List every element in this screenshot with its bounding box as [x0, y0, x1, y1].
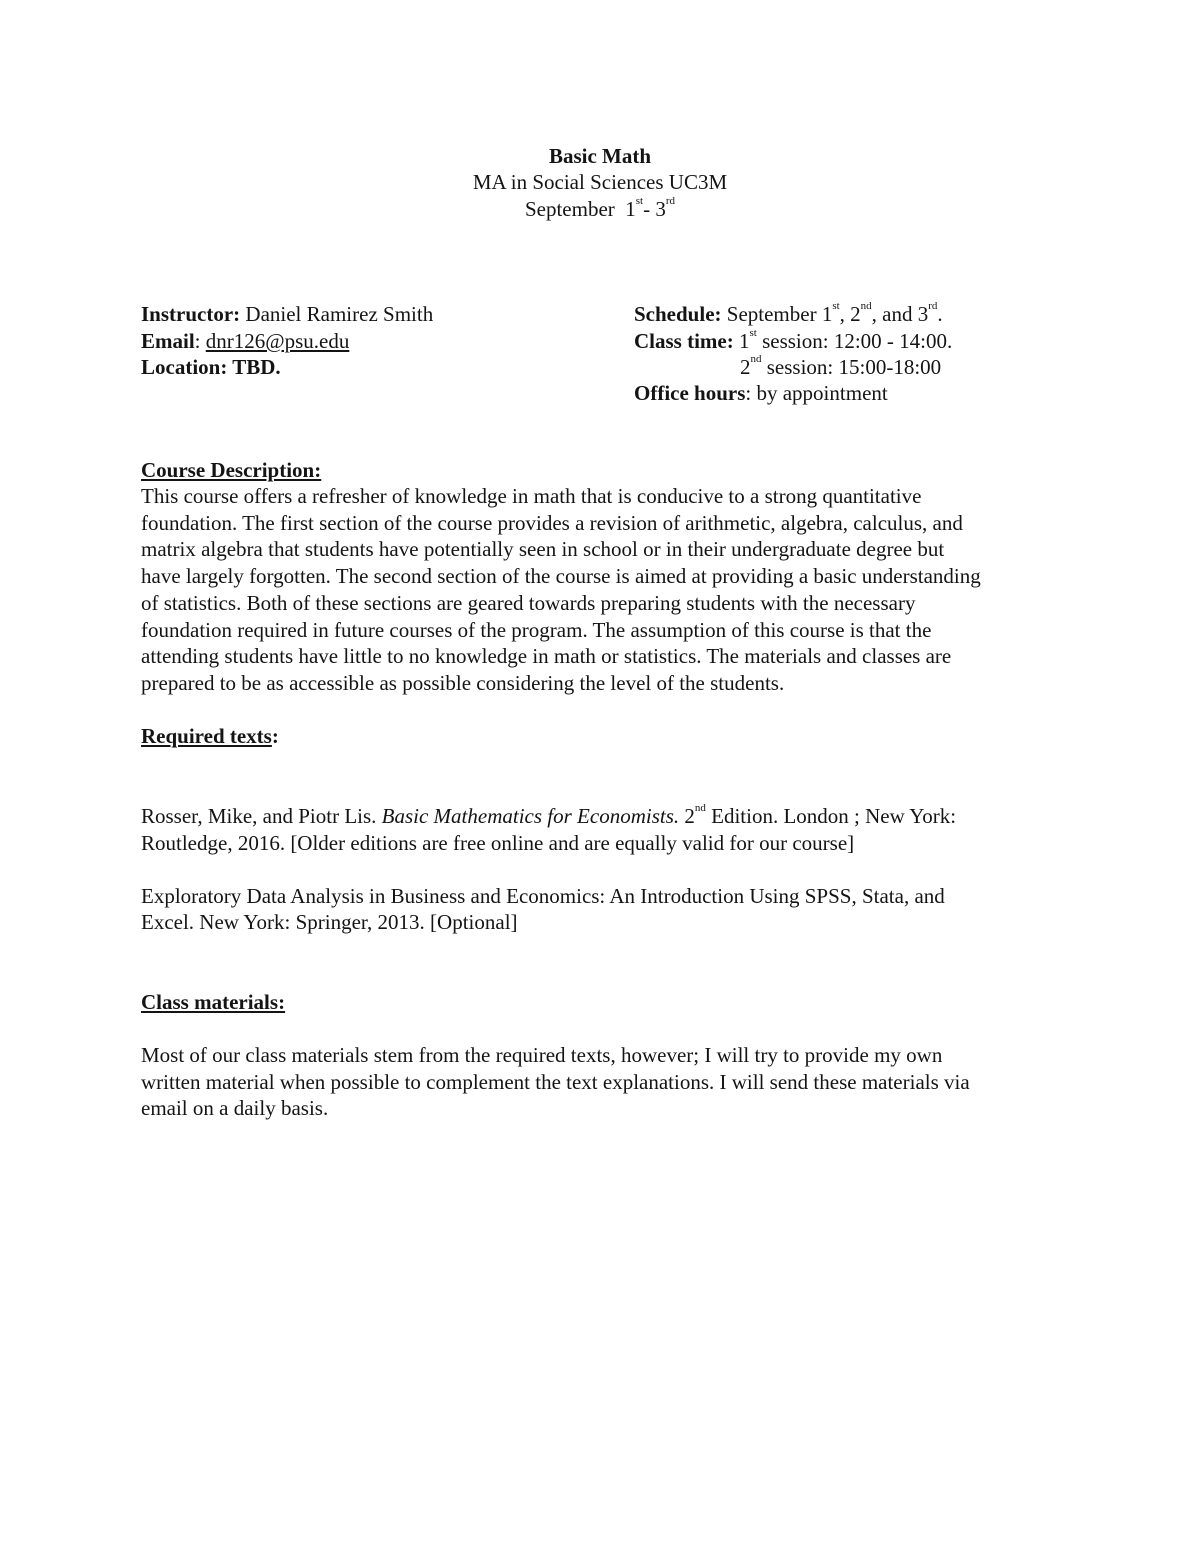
reference-2-line-2: Excel. New York: Springer, 2013. [Optional] [141, 910, 518, 934]
instructor-label: Instructor: [141, 302, 241, 326]
paragraph-line: prepared to be as accessible as possible considering the level of the students. [141, 670, 785, 695]
instructor-line [141, 304, 433, 325]
book-title: Basic Mathematics for Economists. [381, 804, 680, 828]
class-time-label: Class time: [634, 329, 734, 353]
paragraph-line: This course offers a refresher of knowledge in math that is conducive to a strong quantitative [141, 484, 922, 508]
paragraph-line: email on a daily basis. [141, 1096, 329, 1121]
paragraph-line: matrix algebra that students have potentially seen in school or in their undergraduate degree but [141, 537, 945, 562]
class-materials-body [141, 1042, 1071, 1122]
schedule-line: Schedule: September 1st, 2nd, and 3rd. [634, 300, 943, 326]
required-texts-heading: Required texts: [141, 724, 279, 748]
course-description-heading: Course Description: [141, 458, 322, 482]
class-materials-heading: Class materials: [141, 990, 286, 1014]
office-hours-line: Office hours: by appointment [634, 381, 888, 405]
class-time-line: Class time: 1st session: 12:00 - 14:00. [634, 327, 953, 353]
location-line [141, 357, 281, 378]
paragraph-line: have largely forgotten. The second section of the course is aimed at providing a basic understanding [141, 564, 981, 589]
instructor-name: Daniel Ramirez Smith [240, 302, 434, 326]
course-description-body [141, 483, 1071, 697]
paragraph-line: attending students have little to no knowledge in math or statistics. The materials and classes are [141, 644, 952, 669]
email-label: Email [141, 329, 195, 353]
email-link[interactable]: dnr126@psu.edu [205, 329, 350, 353]
paragraph-line: Most of our class materials stem from the required texts, however; I will try to provide my own [141, 1043, 943, 1067]
email-line: Email: dnr126@psu.edu [141, 329, 350, 353]
reference-1-line-1: Rosser, Mike, and Piotr Lis. Basic Mathematics for Economists. 2nd Edition. London ; New York: [141, 802, 957, 828]
reference-1-line-2: Routledge, 2016. [Older editions are free online and are equally valid for our course] [141, 831, 855, 855]
office-hours-label: Office hours [634, 381, 746, 405]
program-name: MA in Social Sciences UC3M [472, 170, 728, 194]
course-dates: September 1st- 3rd [524, 195, 676, 221]
paragraph-line: of statistics. Both of these sections are geared towards preparing students with the necessary [141, 590, 916, 615]
reference-2-line-1: Exploratory Data Analysis in Business and Economics: An Introduction Using SPSS, Stata, and [141, 884, 945, 908]
paragraph-line: written material when possible to complement the text explanations. I will send these materials via [141, 1069, 970, 1094]
class-time-second-session: 2nd session: 15:00-18:00 [740, 353, 942, 379]
location-label: Location: TBD. [141, 355, 281, 379]
schedule-label: Schedule: [634, 302, 722, 326]
document-title: Basic Math [548, 144, 652, 168]
paragraph-line: foundation required in future courses of the program. The assumption of this course is that the [141, 617, 932, 642]
paragraph-line: foundation. The first section of the course provides a revision of arithmetic, algebra, calculus, and [141, 510, 963, 535]
